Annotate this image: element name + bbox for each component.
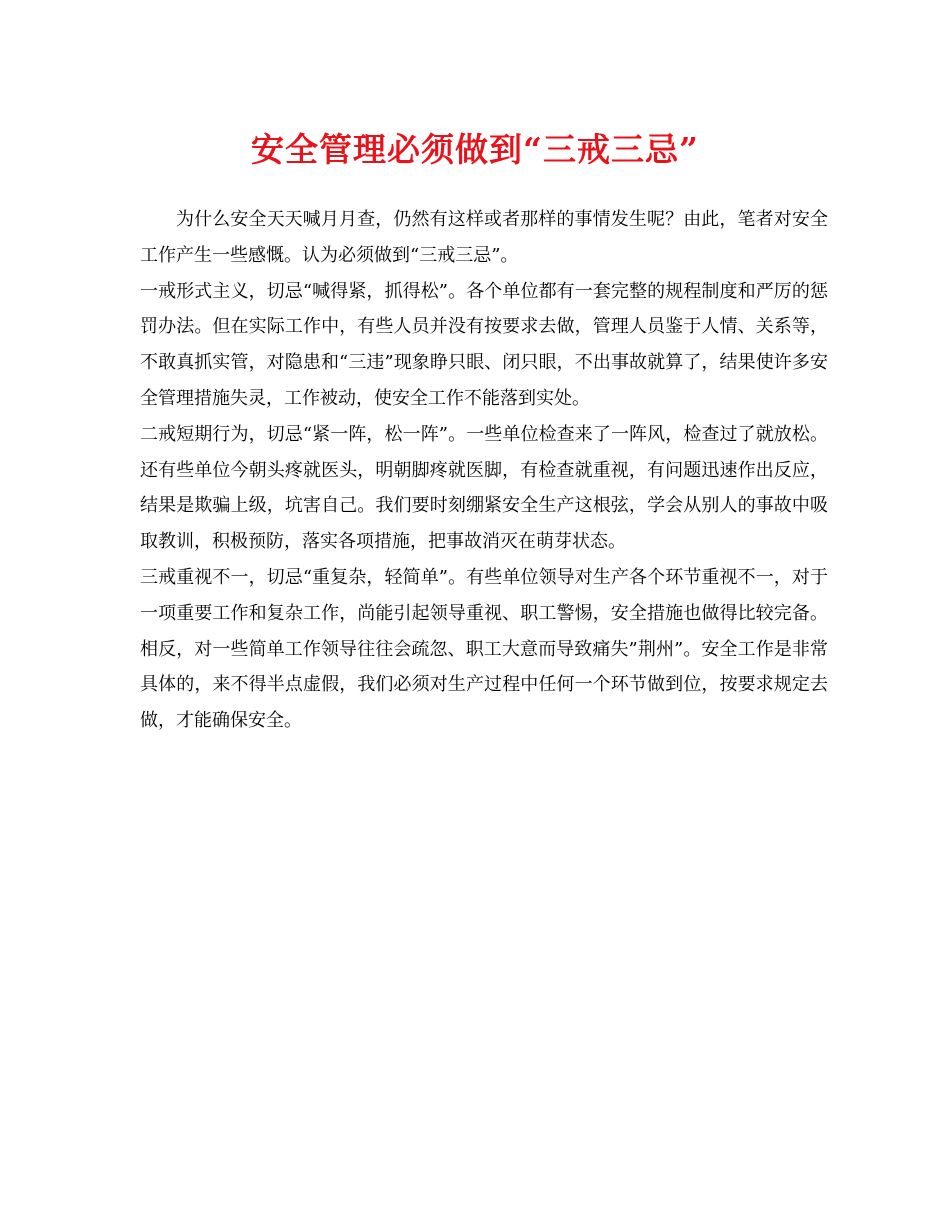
paragraph-second-rule: 二戒短期行为，切忌“紧一阵，松一阵”。一些单位检查来了一阵风，检查过了就放松。还有些单位今朝头疼就医头，明朝脚疼就医脚，有检查就重视，有问题迅速作出反应，结果是欺骗上级，坑害自己。我们要时刻绷紧安全生产这根弦，学会从别人的事故中吸取教训，积极预防，落实各项措施，把事故消灭在萌芽状态。: [140, 423, 828, 553]
paragraph-first-rule: 一戒形式主义，切忌“喊得紧，抓得松”。各个单位都有一套完整的规程制度和严厉的惩罚办法。但在实际工作中，有些人员并没有按要求去做，管理人员鉴于人情、关系等，不敢真抓实管，对隐患和“三违”现象睁只眼、闭只眼，不出事故就算了，结果使许多安全管理措施失灵，工作被动，使安全工作不能落到实处。: [140, 280, 828, 409]
paragraph-intro: 为什么安全天天喊月月查，仍然有这样或者那样的事情发生呢？由此，笔者对安全工作产生一些感慨。认为必须做到“三戒三忌”。: [140, 209, 828, 266]
document-title: 安全管理必须做到“三戒三忌”: [251, 130, 699, 169]
paragraph-third-rule: 三戒重视不一，切忌“重复杂，轻简单”。有些单位领导对生产各个环节重视不一，对于一项重要工作和复杂工作，尚能引起领导重视、职工警惕，安全措施也做得比较完备。相反，对一些简单工作领导往往会疏忽、职工大意而导致痛失”荆州”。安全工作是非常具体的，来不得半点虚假，我们必须对生产过程中任何一个环节做到位，按要求规定去做，才能确保安全。: [140, 566, 828, 732]
document-body: [140, 202, 828, 739]
